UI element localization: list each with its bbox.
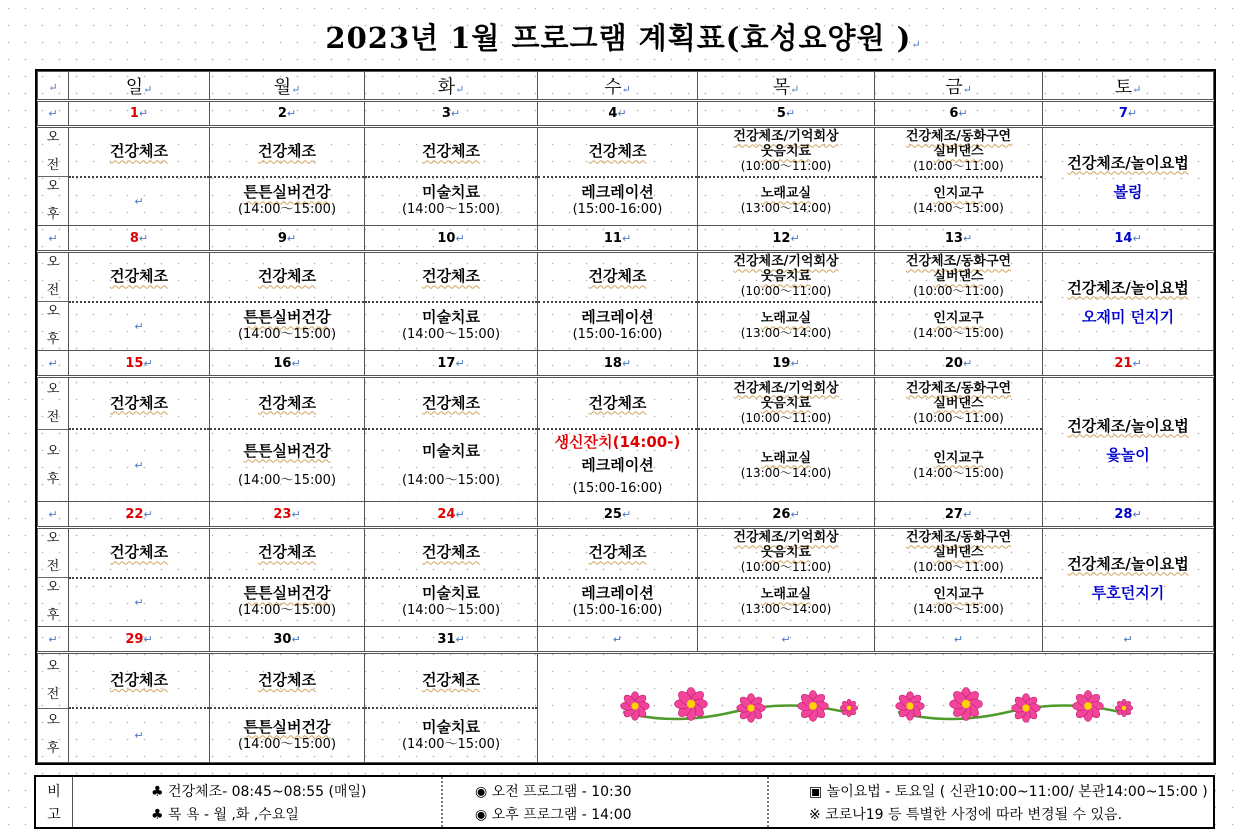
note-bath-days: ♣ 목 욕 - 월 ,화 ,수요일 [151,806,299,823]
program-cell: 건강체조/동화구연 실버댄스 (10:00～11:00) 인지교구 (14:00～15:00) [875,252,1043,351]
program-cell: 건강체조/동화구연 실버댄스 (10:00～11:00) 인지교구 (14:00～15:00) [875,377,1043,502]
calendar-table [35,69,1216,765]
date-cell: 13↵ [875,226,1043,252]
program-cell: 건강체조 튼튼실버건강 (14:00～15:00) [210,653,365,763]
program-cell: 건강체조 미술치료 (14:00～15:00) [365,127,538,226]
day-header-sun: 일↵ [69,72,210,101]
day-header-thu: 목↵ [698,72,875,101]
saturday-cell: 건강체조/놀이요법 투호던지기 [1043,528,1214,627]
day-header-tue: 화↵ [365,72,538,101]
date-cell: 20↵ [875,351,1043,377]
date-cell: 26↵ [698,502,875,528]
date-cell: 1↵ [69,101,210,127]
date-cell: 19↵ [698,351,875,377]
date-row: ↵ 1↵ 2↵ 3↵ 4↵ 5↵ 6↵ 7↵ [38,101,1214,127]
date-cell: 8↵ [69,226,210,252]
program-cell: 건강체조 미술치료 (14:00～15:00) [365,377,538,502]
note-am-program: ◉ 오전 프로그램 - 10:30 [475,783,632,800]
note-exercise-time: ♣ 건강체조- 08:45~08:55 (매일) [151,783,367,800]
am-pm-label: 오 전 오 후 [38,377,69,502]
flower-decoration-cell [538,653,1214,763]
program-row [38,377,1214,502]
date-cell: 2↵ [210,101,365,127]
date-row: ↵ 8↵ 9↵ 10↵ 11↵ 12↵ 13↵ 14↵ [38,226,1214,252]
program-cell: 건강체조/기억회상 웃음치료 (10:00～11:00) 노래교실 (13:00～14:00) [698,127,875,226]
date-row: ↵ 22↵ 23↵ 24↵ 25↵ 26↵ 27↵ 28↵ [38,502,1214,528]
program-row [38,653,1214,763]
date-cell: ↵ [1043,627,1214,653]
program-cell: 건강체조 생신잔치(14:00-) 레크레이션 (15:00-16:00) [538,377,698,502]
program-cell: 건강체조 ↵ [69,252,210,351]
program-cell: 건강체조 튼튼실버건강 (14:00～15:00) [210,127,365,226]
program-cell: 건강체조/동화구연 실버댄스 (10:00～11:00) 인지교구 (14:00～15:00) [875,528,1043,627]
note-covid-notice: ※ 코로나19 등 특별한 사정에 따라 변경될 수 있음. [809,806,1123,823]
date-cell: 17↵ [365,351,538,377]
day-header-sat: 토↵ [1043,72,1214,101]
remarks-box [34,775,1215,829]
date-cell: 5↵ [698,101,875,127]
flower-garland-icon [613,678,863,738]
date-cell: 11↵ [538,226,698,252]
program-cell: 건강체조 ↵ [69,377,210,502]
program-cell: 건강체조 미술치료 (14:00～15:00) [365,252,538,351]
date-cell: 7↵ [1043,101,1214,127]
program-cell: 건강체조 ↵ [69,528,210,627]
day-header-mon: 월↵ [210,72,365,101]
date-cell: 10↵ [365,226,538,252]
note-play-therapy: ▣ 놀이요법 - 토요일 ( 신관10:00~11:00/ 본관14:00~15:00 ) [809,783,1208,800]
flower-garland-icon [888,678,1138,738]
weekday-header-row [38,72,1214,101]
date-cell: ↵ [538,627,698,653]
flower-decoration [538,654,1213,762]
date-cell: 6↵ [875,101,1043,127]
day-header-fri: 금↵ [875,72,1043,101]
date-cell: 14↵ [1043,226,1214,252]
remarks-label: 비 고 [36,777,73,827]
date-cell: 29↵ [69,627,210,653]
am-pm-label: 오 전 오 후 [38,653,69,763]
saturday-cell: 건강체조/놀이요법 윷놀이 [1043,377,1214,502]
date-row: ↵ 29↵ 30↵ 31↵ ↵ ↵ ↵ ↵ [38,627,1214,653]
program-cell: 건강체조 미술치료 (14:00～15:00) [365,528,538,627]
program-cell: 건강체조 튼튼실버건강 (14:00～15:00) [210,377,365,502]
date-cell: 9↵ [210,226,365,252]
am-pm-label: 오 전 오 후 [38,127,69,226]
date-cell: 21↵ [1043,351,1214,377]
am-pm-label: 오 전 오 후 [38,528,69,627]
program-row [38,252,1214,351]
program-row [38,528,1214,627]
date-cell: ↵ [875,627,1043,653]
date-cell: 23↵ [210,502,365,528]
date-cell: 15↵ [69,351,210,377]
page-title: 2023년 1월 프로그램 계획표(효성요양원 )↵ [325,21,922,55]
program-cell: 건강체조/기억회상 웃음치료 (10:00～11:00) 노래교실 (13:00～14:00) [698,528,875,627]
saturday-cell: 건강체조/놀이요법 오재미 던지기 [1043,252,1214,351]
note-pm-program: ◉ 오후 프로그램 - 14:00 [475,806,632,823]
program-cell: 건강체조/동화구연 실버댄스 (10:00～11:00) 인지교구 (14:00～15:00) [875,127,1043,226]
program-cell: 건강체조 튼튼실버건강 (14:00～15:00) [210,528,365,627]
date-cell: 27↵ [875,502,1043,528]
date-cell: 18↵ [538,351,698,377]
date-cell: 4↵ [538,101,698,127]
date-cell: 3↵ [365,101,538,127]
saturday-cell: 건강체조/놀이요법 볼링 [1043,127,1214,226]
program-cell: 건강체조/기억회상 웃음치료 (10:00～11:00) 노래교실 (13:00～14:00) [698,252,875,351]
date-cell: 31↵ [365,627,538,653]
date-cell: 25↵ [538,502,698,528]
program-cell: 건강체조 ↵ [69,653,210,763]
date-cell: 28↵ [1043,502,1214,528]
program-cell: 건강체조/기억회상 웃음치료 (10:00～11:00) 노래교실 (13:00～14:00) [698,377,875,502]
program-row [38,127,1214,226]
am-pm-label: 오 전 오 후 [38,252,69,351]
date-cell: 12↵ [698,226,875,252]
program-cell: 건강체조 미술치료 (14:00～15:00) [365,653,538,763]
date-cell: 16↵ [210,351,365,377]
date-row: ↵ 15↵ 16↵ 17↵ 18↵ 19↵ 20↵ 21↵ [38,351,1214,377]
date-cell: 30↵ [210,627,365,653]
program-cell: 건강체조 레크레이션 (15:00-16:00) [538,252,698,351]
date-cell: ↵ [698,627,875,653]
program-cell: 건강체조 레크레이션 (15:00-16:00) [538,528,698,627]
program-cell: 건강체조 튼튼실버건강 (14:00～15:00) [210,252,365,351]
date-cell: 24↵ [365,502,538,528]
program-cell: 건강체조 ↵ [69,127,210,226]
date-cell: 22↵ [69,502,210,528]
day-header-wed: 수↵ [538,72,698,101]
program-cell: 건강체조 레크레이션 (15:00-16:00) [538,127,698,226]
corner-cell: ↵ [38,72,69,101]
